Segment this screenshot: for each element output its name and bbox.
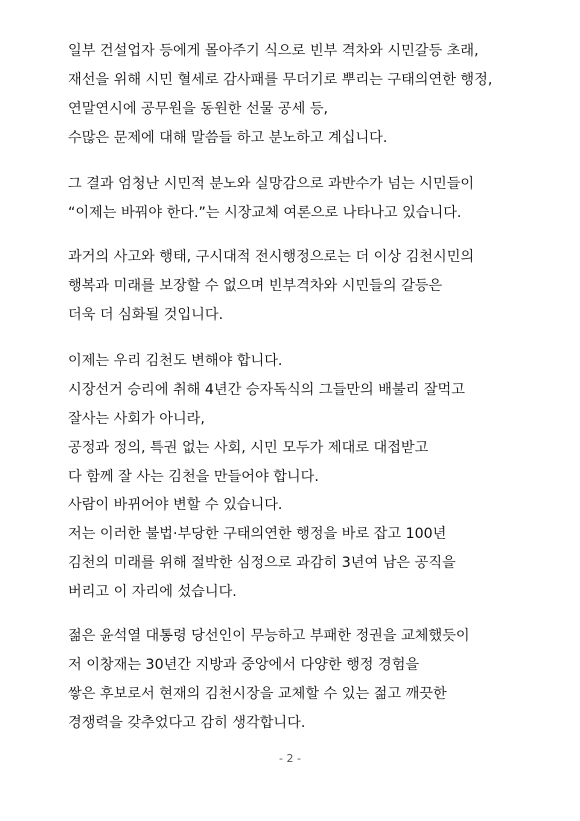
text-line: 그 결과 엄청난 시민적 분노와 실망감으로 과반수가 넘는 시민들이 [68,176,475,192]
paragraph-6 [68,622,528,738]
text-line: 젊은 윤석열 대통령 당선인이 무능하고 부패한 정권을 교체했듯이 [68,628,470,644]
paragraph-2 [68,170,528,228]
paragraph-1 [68,37,528,153]
text-line: 저 이창재는 30년간 지방과 중앙에서 다양한 행정 경험을 [68,657,420,673]
paragraph-3 [68,243,528,330]
text-line: “이제는 바꿔야 한다.”는 시장교체 여론으로 나타나고 있습니다. [68,205,462,221]
text-line: 저는 이러한 불법·부당한 구태의연한 행정을 바로 잡고 100년 [68,526,447,542]
text-line: 사람이 바뀌어야 변할 수 있습니다. [68,497,283,513]
text-line: 다 함께 잘 사는 김천을 만들어야 합니다. [68,469,319,485]
page-number: - 2 - [279,752,301,765]
text-line: 경쟁력을 갖추었다고 감히 생각합니다. [68,715,306,731]
text-line: 재선을 위해 시민 혈세로 감사패를 무더기로 뿌리는 구태의연한 행정, [68,72,493,88]
text-line: 행복과 미래를 보장할 수 없으며 빈부격차와 시민들의 갈등은 [68,278,443,294]
text-line: 공정과 정의, 특권 없는 사회, 시민 모두가 제대로 대접받고 [68,440,429,456]
text-line: 수많은 문제에 대해 말씀들 하고 분노하고 계십니다. [68,130,388,146]
text-line: 이제는 우리 김천도 변해야 합니다. [68,353,283,369]
text-line: 연말연시에 공무원을 동원한 선물 공세 등, [68,101,329,117]
paragraph-5 [68,491,528,607]
text-line: 잘사는 사회가 아니라, [68,411,205,427]
paragraph-4 [68,347,528,492]
text-line: 시장선거 승리에 취해 4년간 승자독식의 그들만의 배불리 잘먹고 [68,382,465,398]
text-line: 더욱 더 심화될 것입니다. [68,307,224,323]
text-line: 버리고 이 자리에 섰습니다. [68,584,237,600]
text-line: 일부 건설업자 등에게 몰아주기 식으로 빈부 격차와 시민갈등 초래, [68,43,479,59]
text-line: 김천의 미래를 위해 절박한 심정으로 과감히 3년여 남은 공직을 [68,555,456,571]
text-line: 과거의 사고와 행태, 구시대적 전시행정으로는 더 이상 김천시민의 [68,249,475,265]
text-line: 쌓은 후보로서 현재의 김천시장을 교체할 수 있는 젊고 깨끗한 [68,686,447,702]
